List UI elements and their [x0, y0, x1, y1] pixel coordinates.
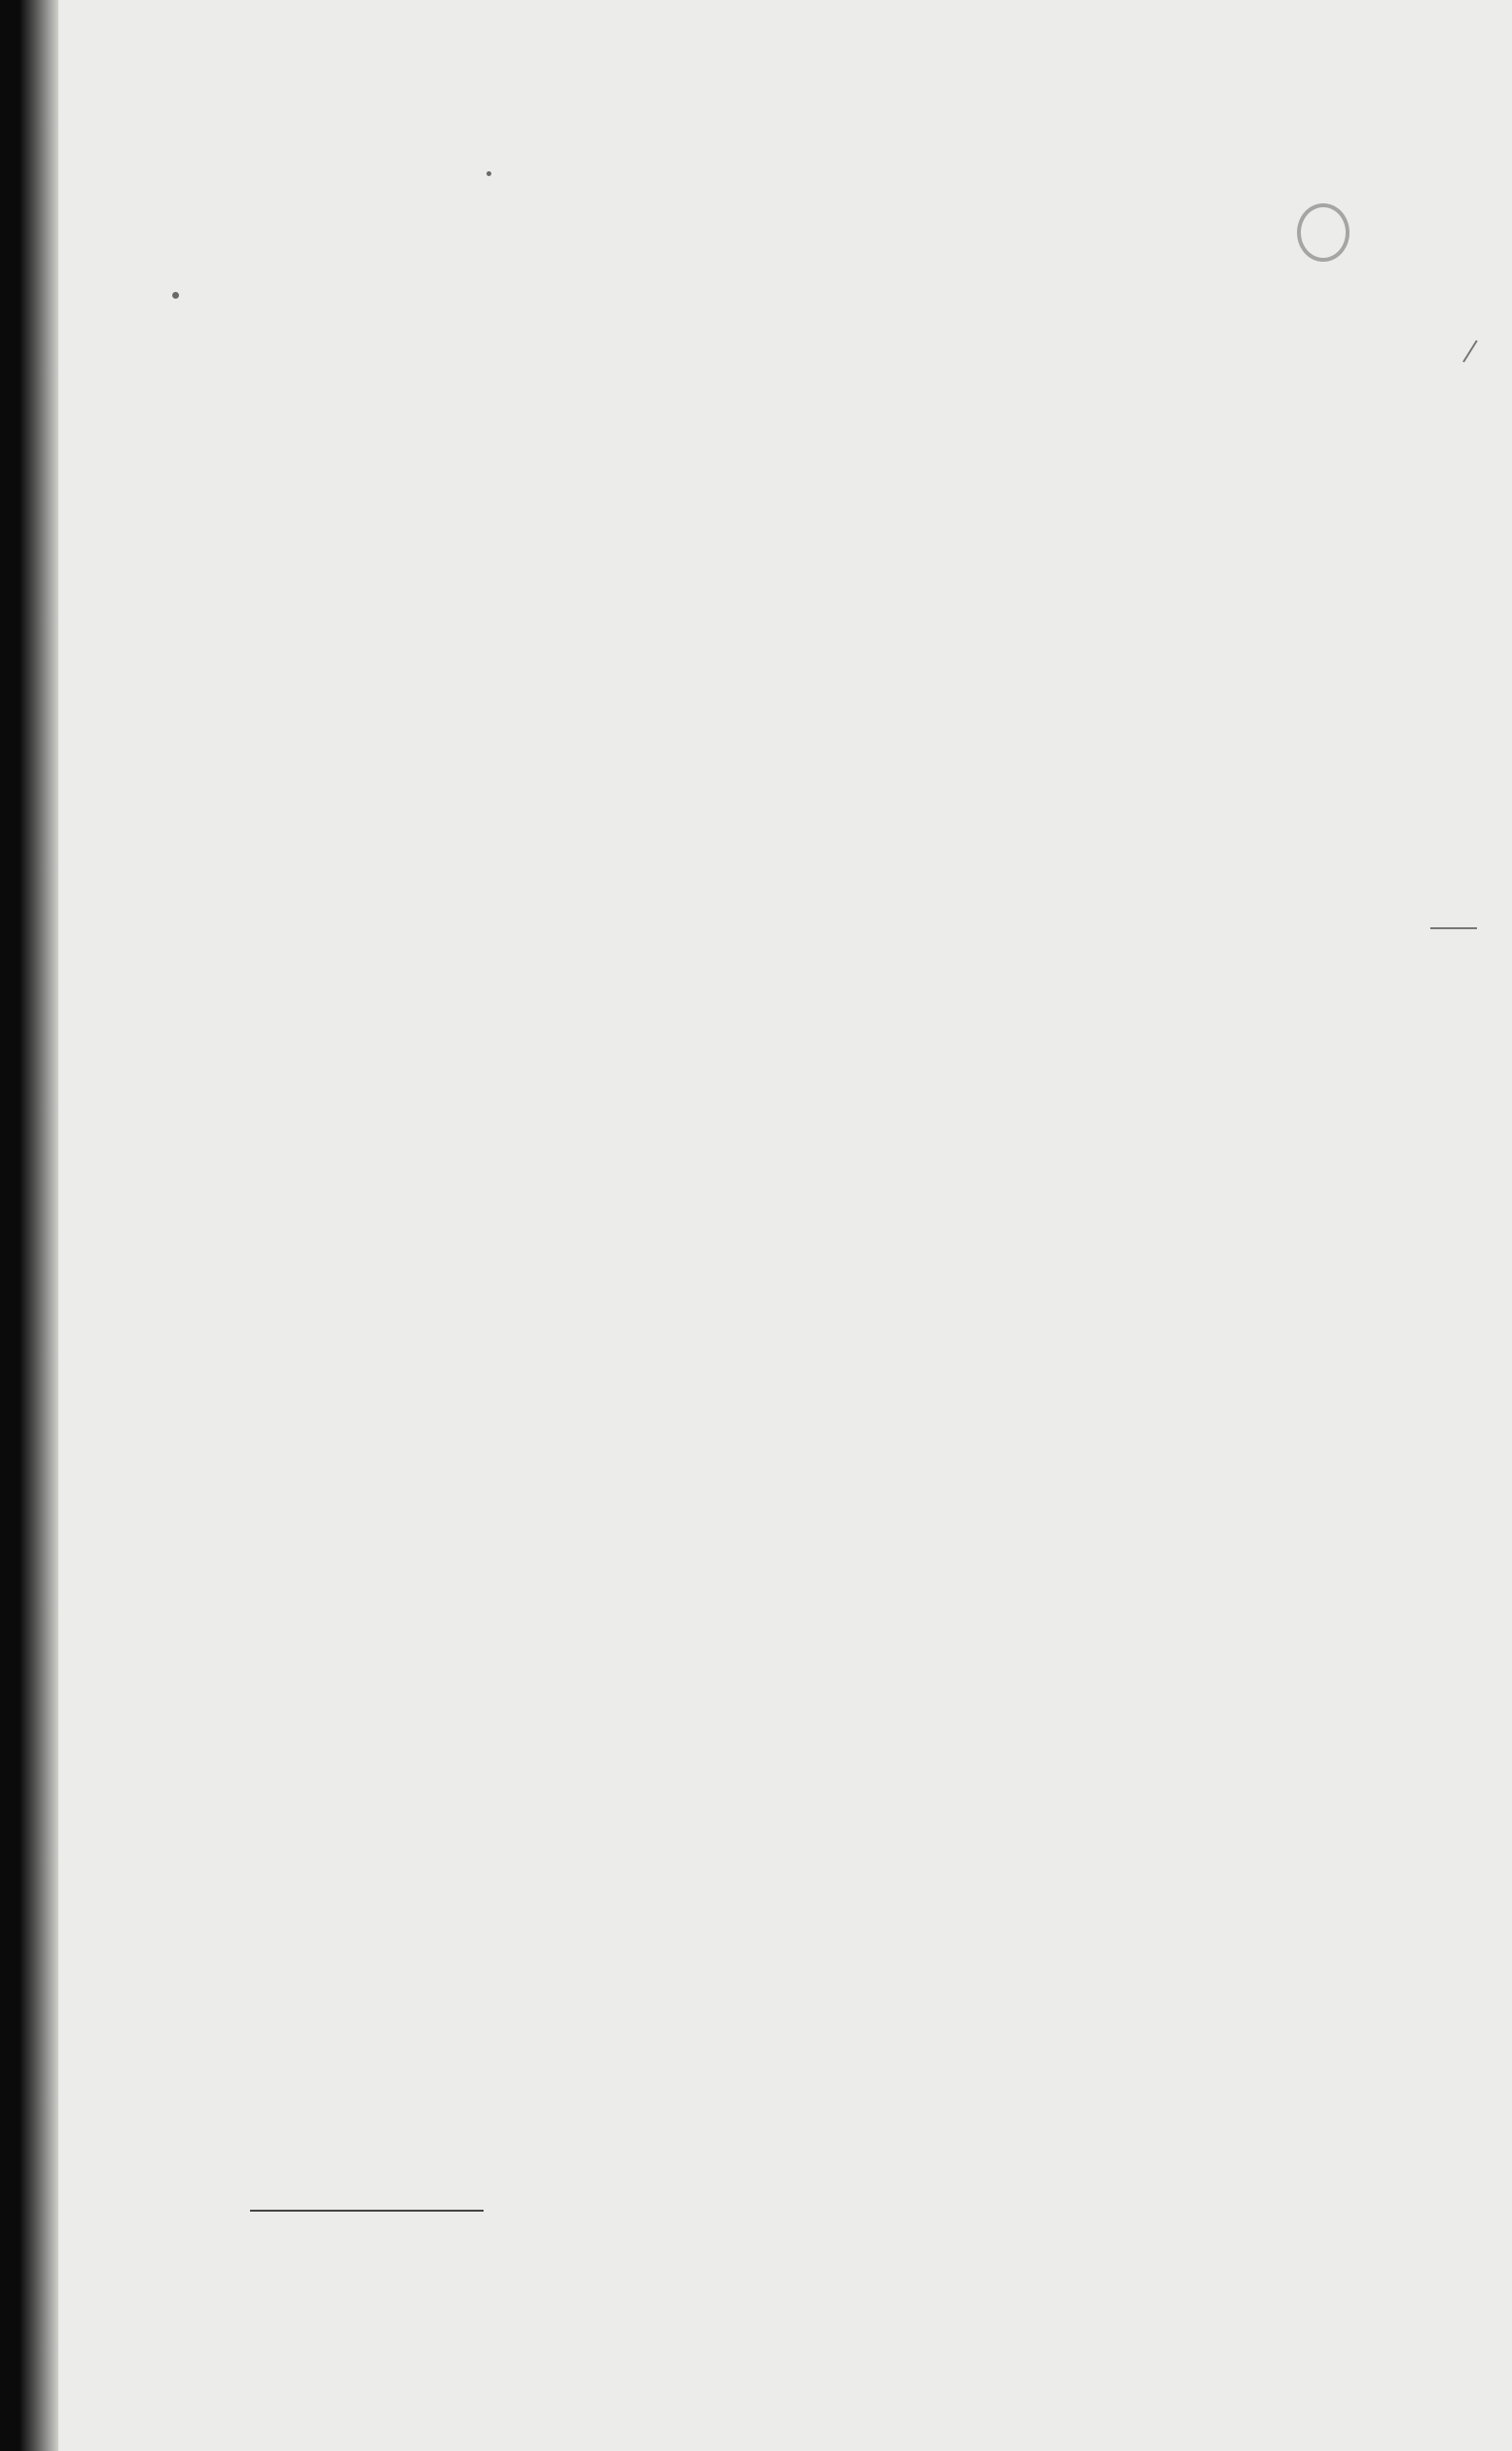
scan-speck [486, 171, 491, 176]
scan-mark [1462, 340, 1477, 362]
scan-speck [172, 292, 179, 299]
book-page [19, 0, 1512, 2451]
scan-mark [1430, 927, 1477, 929]
book-spine-shadow [19, 0, 58, 2451]
footnote-rule [250, 2210, 484, 2212]
page-number [1289, 190, 1348, 266]
